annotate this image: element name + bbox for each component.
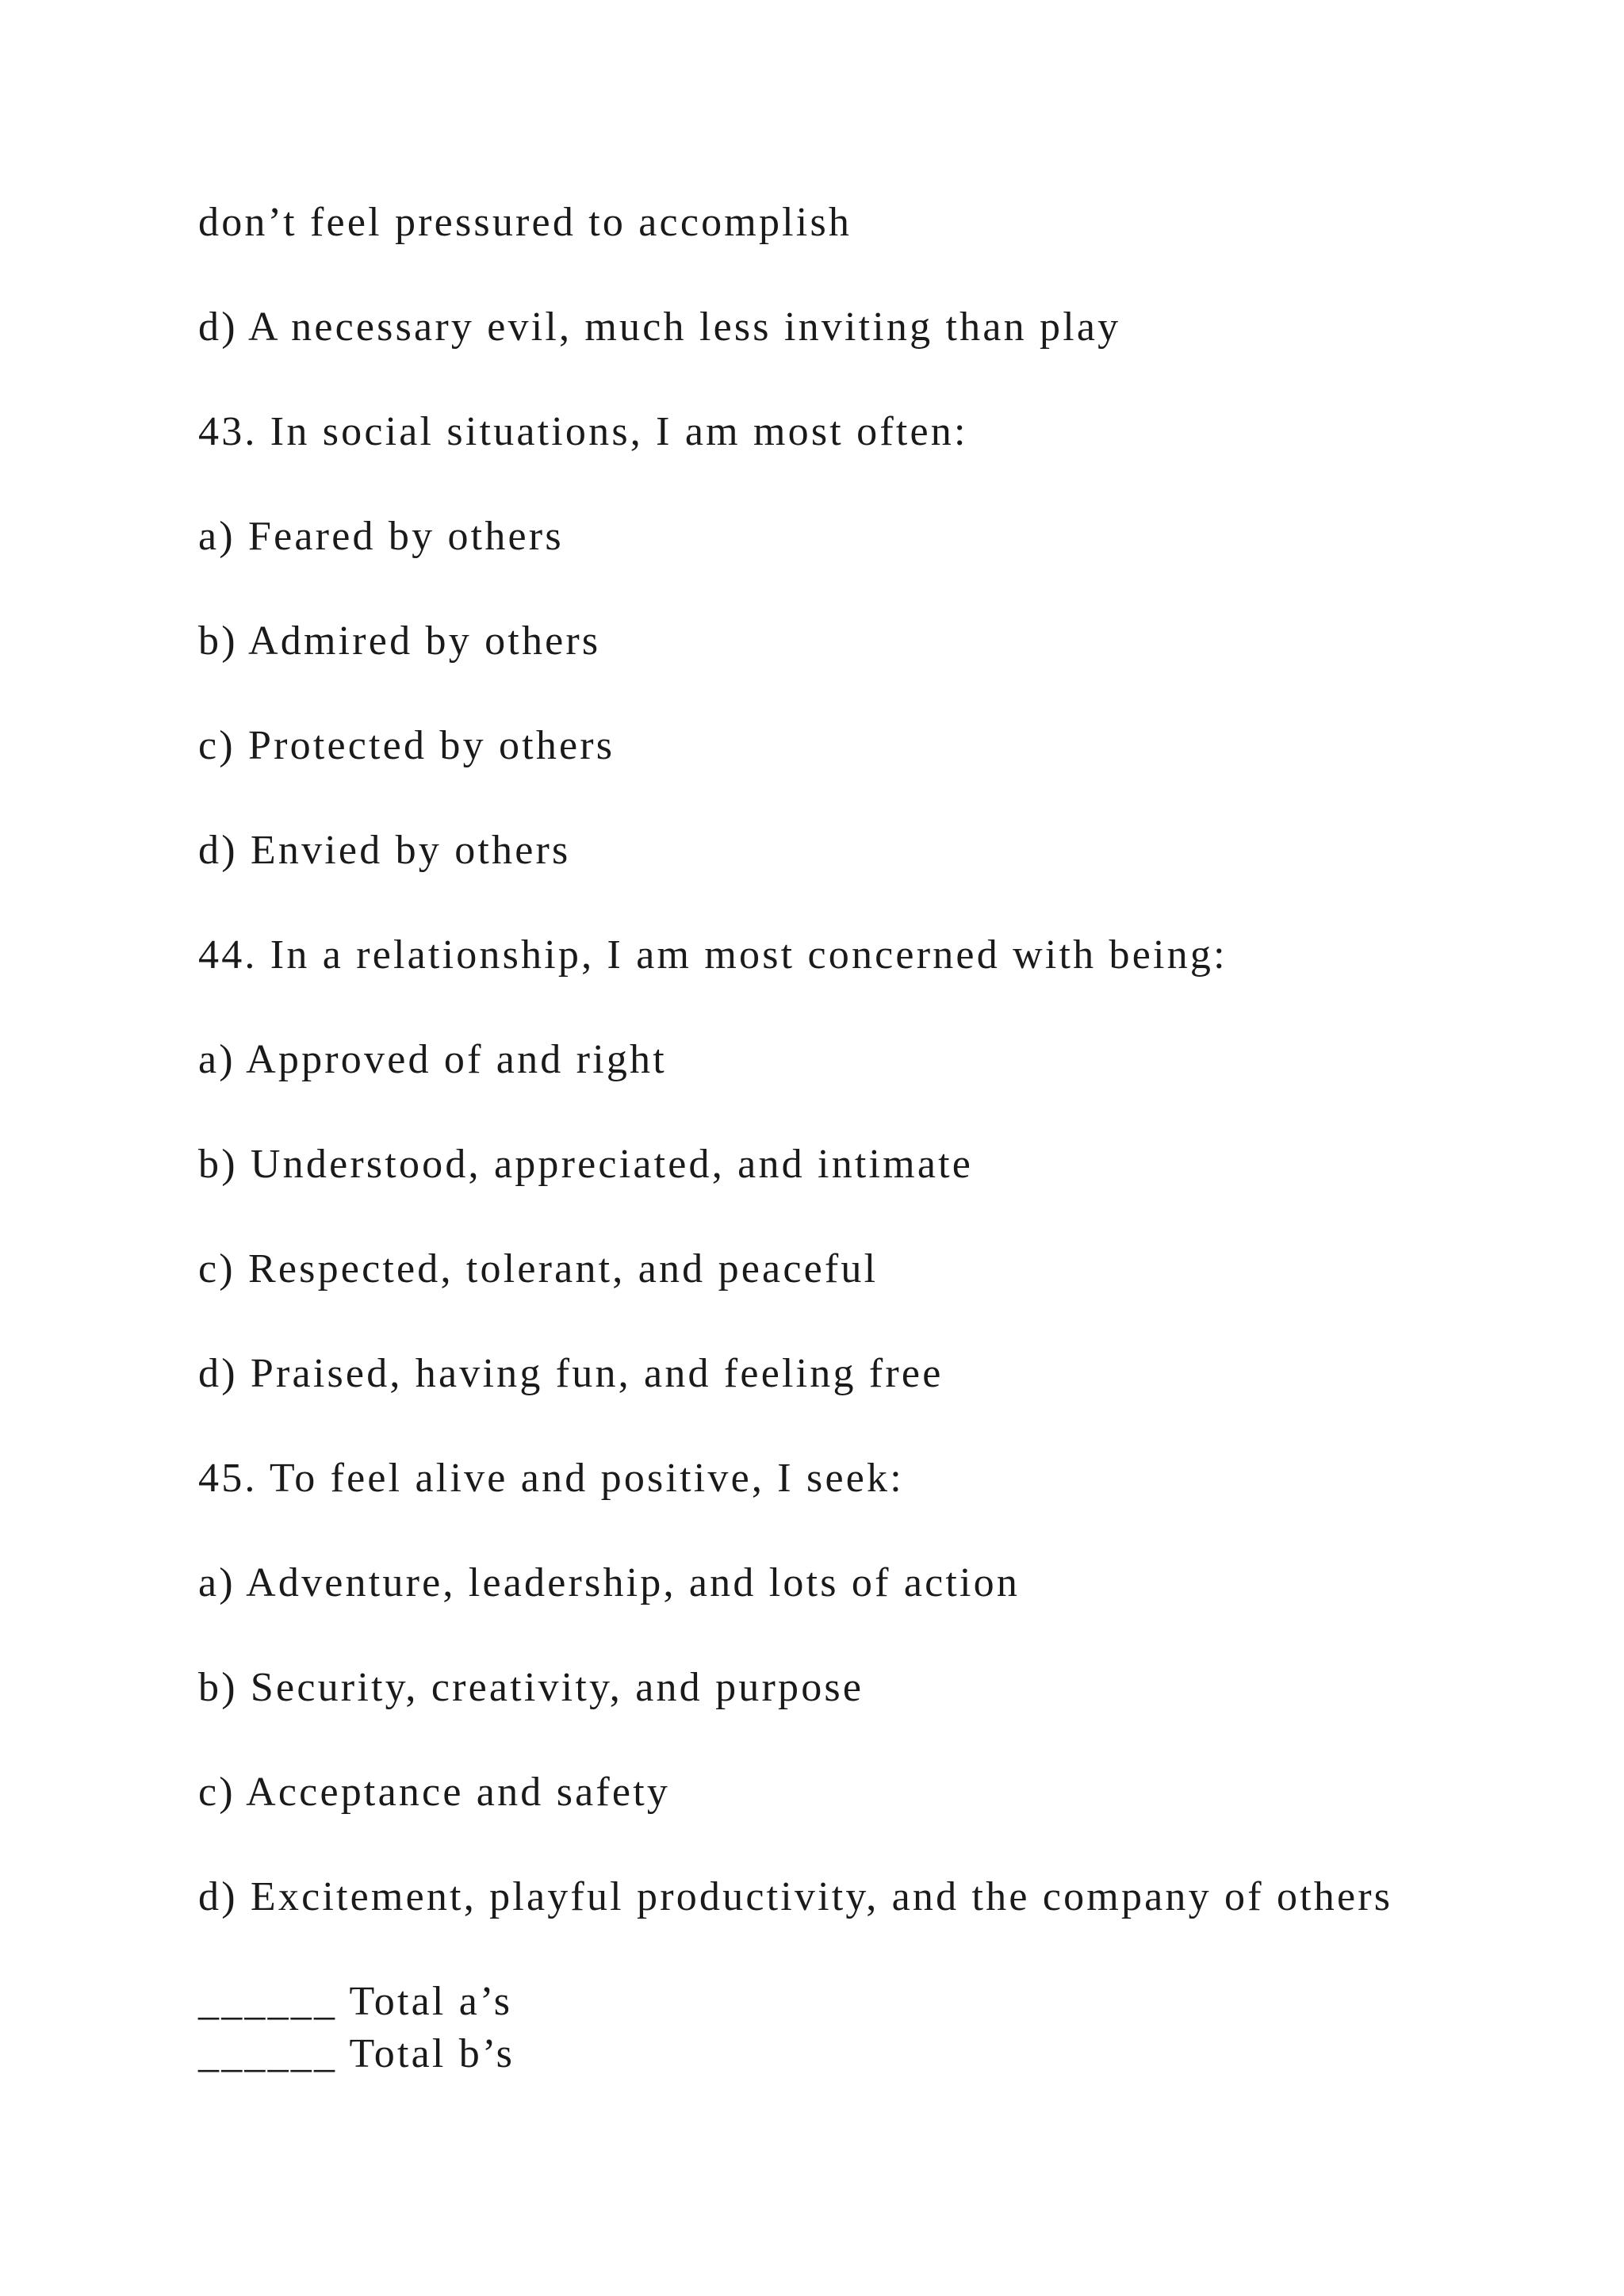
option-text: d) A necessary evil, much less inviting than play xyxy=(198,304,1121,350)
question-45-option-b: b) Security, creativity, and purpose xyxy=(198,1665,864,1710)
question-44-option-d: d) Praised, having fun, and feeling free xyxy=(198,1351,944,1396)
option-text: don’t feel pressured to accomplish xyxy=(198,200,852,245)
question-45-prompt: 45. To feel alive and positive, I seek: xyxy=(198,1456,904,1501)
question-44-option-b: b) Understood, appreciated, and intimate xyxy=(198,1142,974,1187)
question-43-option-c: c) Protected by others xyxy=(198,723,615,768)
question-45-option-d: d) Excitement, playful productivity, and the company of others xyxy=(198,1874,1393,1919)
question-43-option-d: d) Envied by others xyxy=(198,828,571,873)
question-45-option-a: a) Adventure, leadership, and lots of action xyxy=(198,1560,1021,1605)
question-44-prompt: 44. In a relationship, I am most concerned with being: xyxy=(198,932,1228,978)
question-44-option-c: c) Respected, tolerant, and peaceful xyxy=(198,1246,879,1292)
total-a-line: ______ Total a’s xyxy=(198,1979,513,2024)
question-43-prompt: 43. In social situations, I am most often: xyxy=(198,409,968,454)
question-44-option-a: a) Approved of and right xyxy=(198,1037,667,1082)
question-45-option-c: c) Acceptance and safety xyxy=(198,1770,671,1815)
question-43-option-b: b) Admired by others xyxy=(198,618,601,664)
total-b-line: ______ Total b’s xyxy=(198,2031,515,2076)
question-43-option-a: a) Feared by others xyxy=(198,514,564,559)
